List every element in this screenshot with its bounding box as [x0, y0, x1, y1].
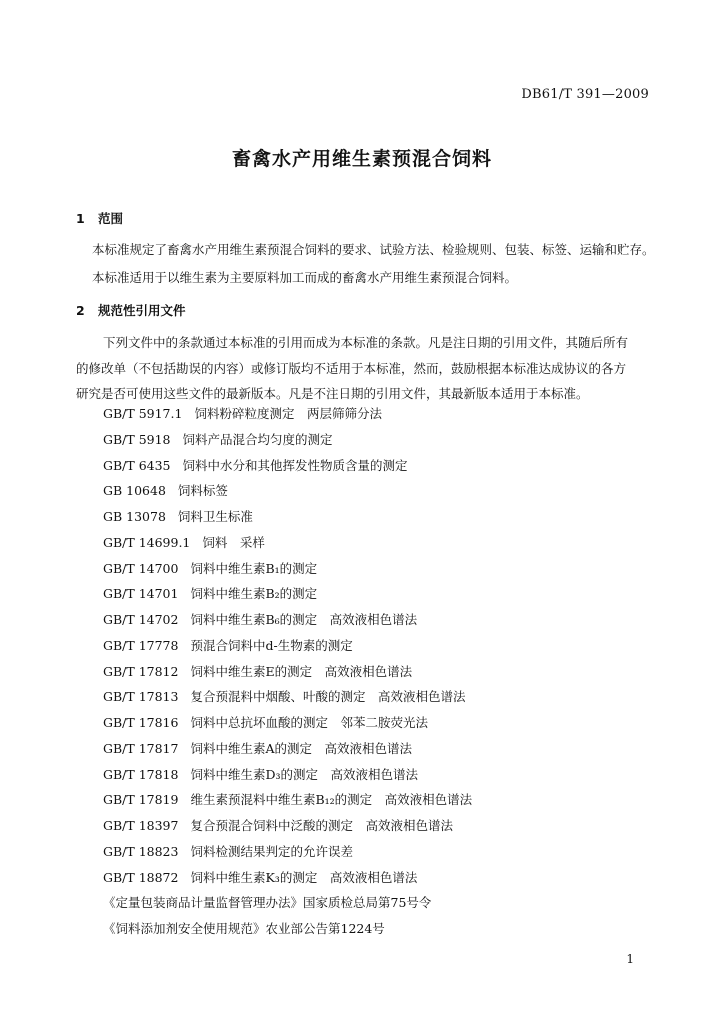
reference-code: GB/T 14701: [103, 586, 179, 602]
reference-item: [103, 556, 472, 582]
section-title: 范围: [98, 211, 124, 226]
reference-item: [103, 607, 472, 633]
reference-item: [103, 427, 472, 453]
reference-code: GB/T 17816: [103, 715, 179, 730]
reference-title: 饲料卫生标准: [177, 509, 253, 524]
reference-code: GB 10648: [103, 483, 166, 499]
reference-code: GB/T 14699.1: [103, 534, 191, 550]
reference-title: 饲料中总抗坏血酸的测定 邻苯二胺荧光法: [190, 715, 428, 730]
reference-title: 饲料产品混合均匀度的测定: [182, 431, 333, 447]
reference-code: GB 13078: [103, 509, 166, 524]
reference-title: 饲料中水分和其他挥发性物质含量的测定: [182, 457, 408, 473]
reference-item: [103, 530, 472, 556]
section-title: 规范性引用文件: [98, 303, 186, 318]
reference-code: GB/T 14702: [103, 612, 179, 627]
reference-item: [103, 581, 472, 607]
reference-title: 维生素预混料中维生素B₁₂的测定 高效液相色谱法: [190, 792, 473, 808]
reference-item: [103, 736, 472, 762]
section-number: 1: [76, 211, 85, 226]
reference-code: GB/T 5917.1: [103, 406, 183, 421]
reference-code: GB/T 17778: [103, 637, 179, 653]
paragraph-line: 的修改单（不包括勘误的内容）或修订版均不适用于本标准，然而，鼓励根据本标准达成协议的各方: [76, 361, 627, 376]
reference-title: 饲料中维生素D₃的测定 高效液相色谱法: [190, 766, 419, 782]
reference-item: [103, 916, 472, 942]
reference-item: [103, 839, 472, 865]
section-number: 2: [76, 303, 85, 318]
reference-item: [103, 890, 472, 916]
reference-item: [103, 865, 472, 891]
reference-title: 《定量包装商品计量监督管理办法》国家质检总局第75号令: [103, 895, 432, 911]
reference-code: GB/T 17813: [103, 689, 179, 705]
reference-item: [103, 710, 472, 736]
reference-title: 饲料中维生素B₁的测定: [190, 560, 318, 576]
reference-title: 复合预混合饲料中泛酸的测定 高效液相色谱法: [190, 818, 453, 833]
normative-references-list: [103, 401, 472, 942]
paragraph-line: 下列文件中的条款通过本标准的引用而成为本标准的条款。凡是注日期的引用文件，其随后所有: [103, 335, 629, 350]
reference-code: GB/T 17812: [103, 663, 179, 679]
reference-code: GB/T 18872: [103, 869, 179, 885]
reference-title: 预混合饲料中d-生物素的测定: [190, 637, 353, 653]
reference-code: GB/T 17819: [103, 792, 179, 808]
paragraph: 本标准适用于以维生素为主要原料加工而成的畜禽水产用维生素预混合饲料。: [92, 270, 518, 285]
reference-item: [103, 762, 472, 788]
reference-item: [103, 633, 472, 659]
reference-title: 饲料标签: [177, 483, 228, 499]
standard-code: DB61/T 391—2009: [521, 87, 649, 102]
reference-title: 饲料检测结果判定的允许误差: [190, 843, 353, 859]
reference-item: [103, 478, 472, 504]
reference-code: GB/T 17818: [103, 766, 179, 782]
reference-title: 复合预混料中烟酸、叶酸的测定 高效液相色谱法: [190, 689, 466, 705]
reference-code: GB/T 17817: [103, 740, 179, 756]
reference-title: 饲料中维生素B₂的测定: [190, 586, 318, 602]
reference-code: GB/T 18397: [103, 818, 179, 833]
reference-item: [103, 401, 472, 427]
reference-title: 饲料 采样: [202, 534, 265, 550]
reference-item: [103, 453, 472, 479]
reference-item: [103, 684, 472, 710]
reference-title: 《饲料添加剂安全使用规范》农业部公告第1224号: [103, 921, 385, 936]
reference-item: [103, 813, 472, 839]
reference-title: 饲料中维生素E的测定 高效液相色谱法: [190, 663, 413, 679]
reference-code: GB/T 5918: [103, 431, 171, 447]
section-1-heading: [76, 209, 123, 227]
reference-title: 饲料中维生素B₆的测定 高效液相色谱法: [190, 612, 418, 627]
section-2-heading: [76, 301, 186, 319]
reference-item: [103, 787, 472, 813]
reference-code: GB/T 6435: [103, 457, 171, 473]
page-number: 1: [626, 952, 634, 966]
paragraph-line: 研究是否可使用这些文件的最新版本。凡是不注日期的引用文件，其最新版本适用于本标准。: [76, 386, 589, 401]
reference-title: 饲料中维生素A的测定 高效液相色谱法: [190, 740, 412, 756]
reference-item: [103, 659, 472, 685]
reference-title: 饲料中维生素K₃的测定 高效液相色谱法: [190, 869, 418, 885]
reference-code: GB/T 18823: [103, 843, 179, 859]
paragraph: 本标准规定了畜禽水产用维生素预混合饲料的要求、试验方法、检验规则、包装、标签、运输和贮存。: [92, 242, 655, 257]
reference-code: GB/T 14700: [103, 560, 179, 576]
reference-item: [103, 504, 472, 530]
document-title: 畜禽水产用维生素预混合饲料: [231, 148, 492, 170]
reference-title: 饲料粉碎粒度测定 两层筛筛分法: [194, 406, 382, 421]
